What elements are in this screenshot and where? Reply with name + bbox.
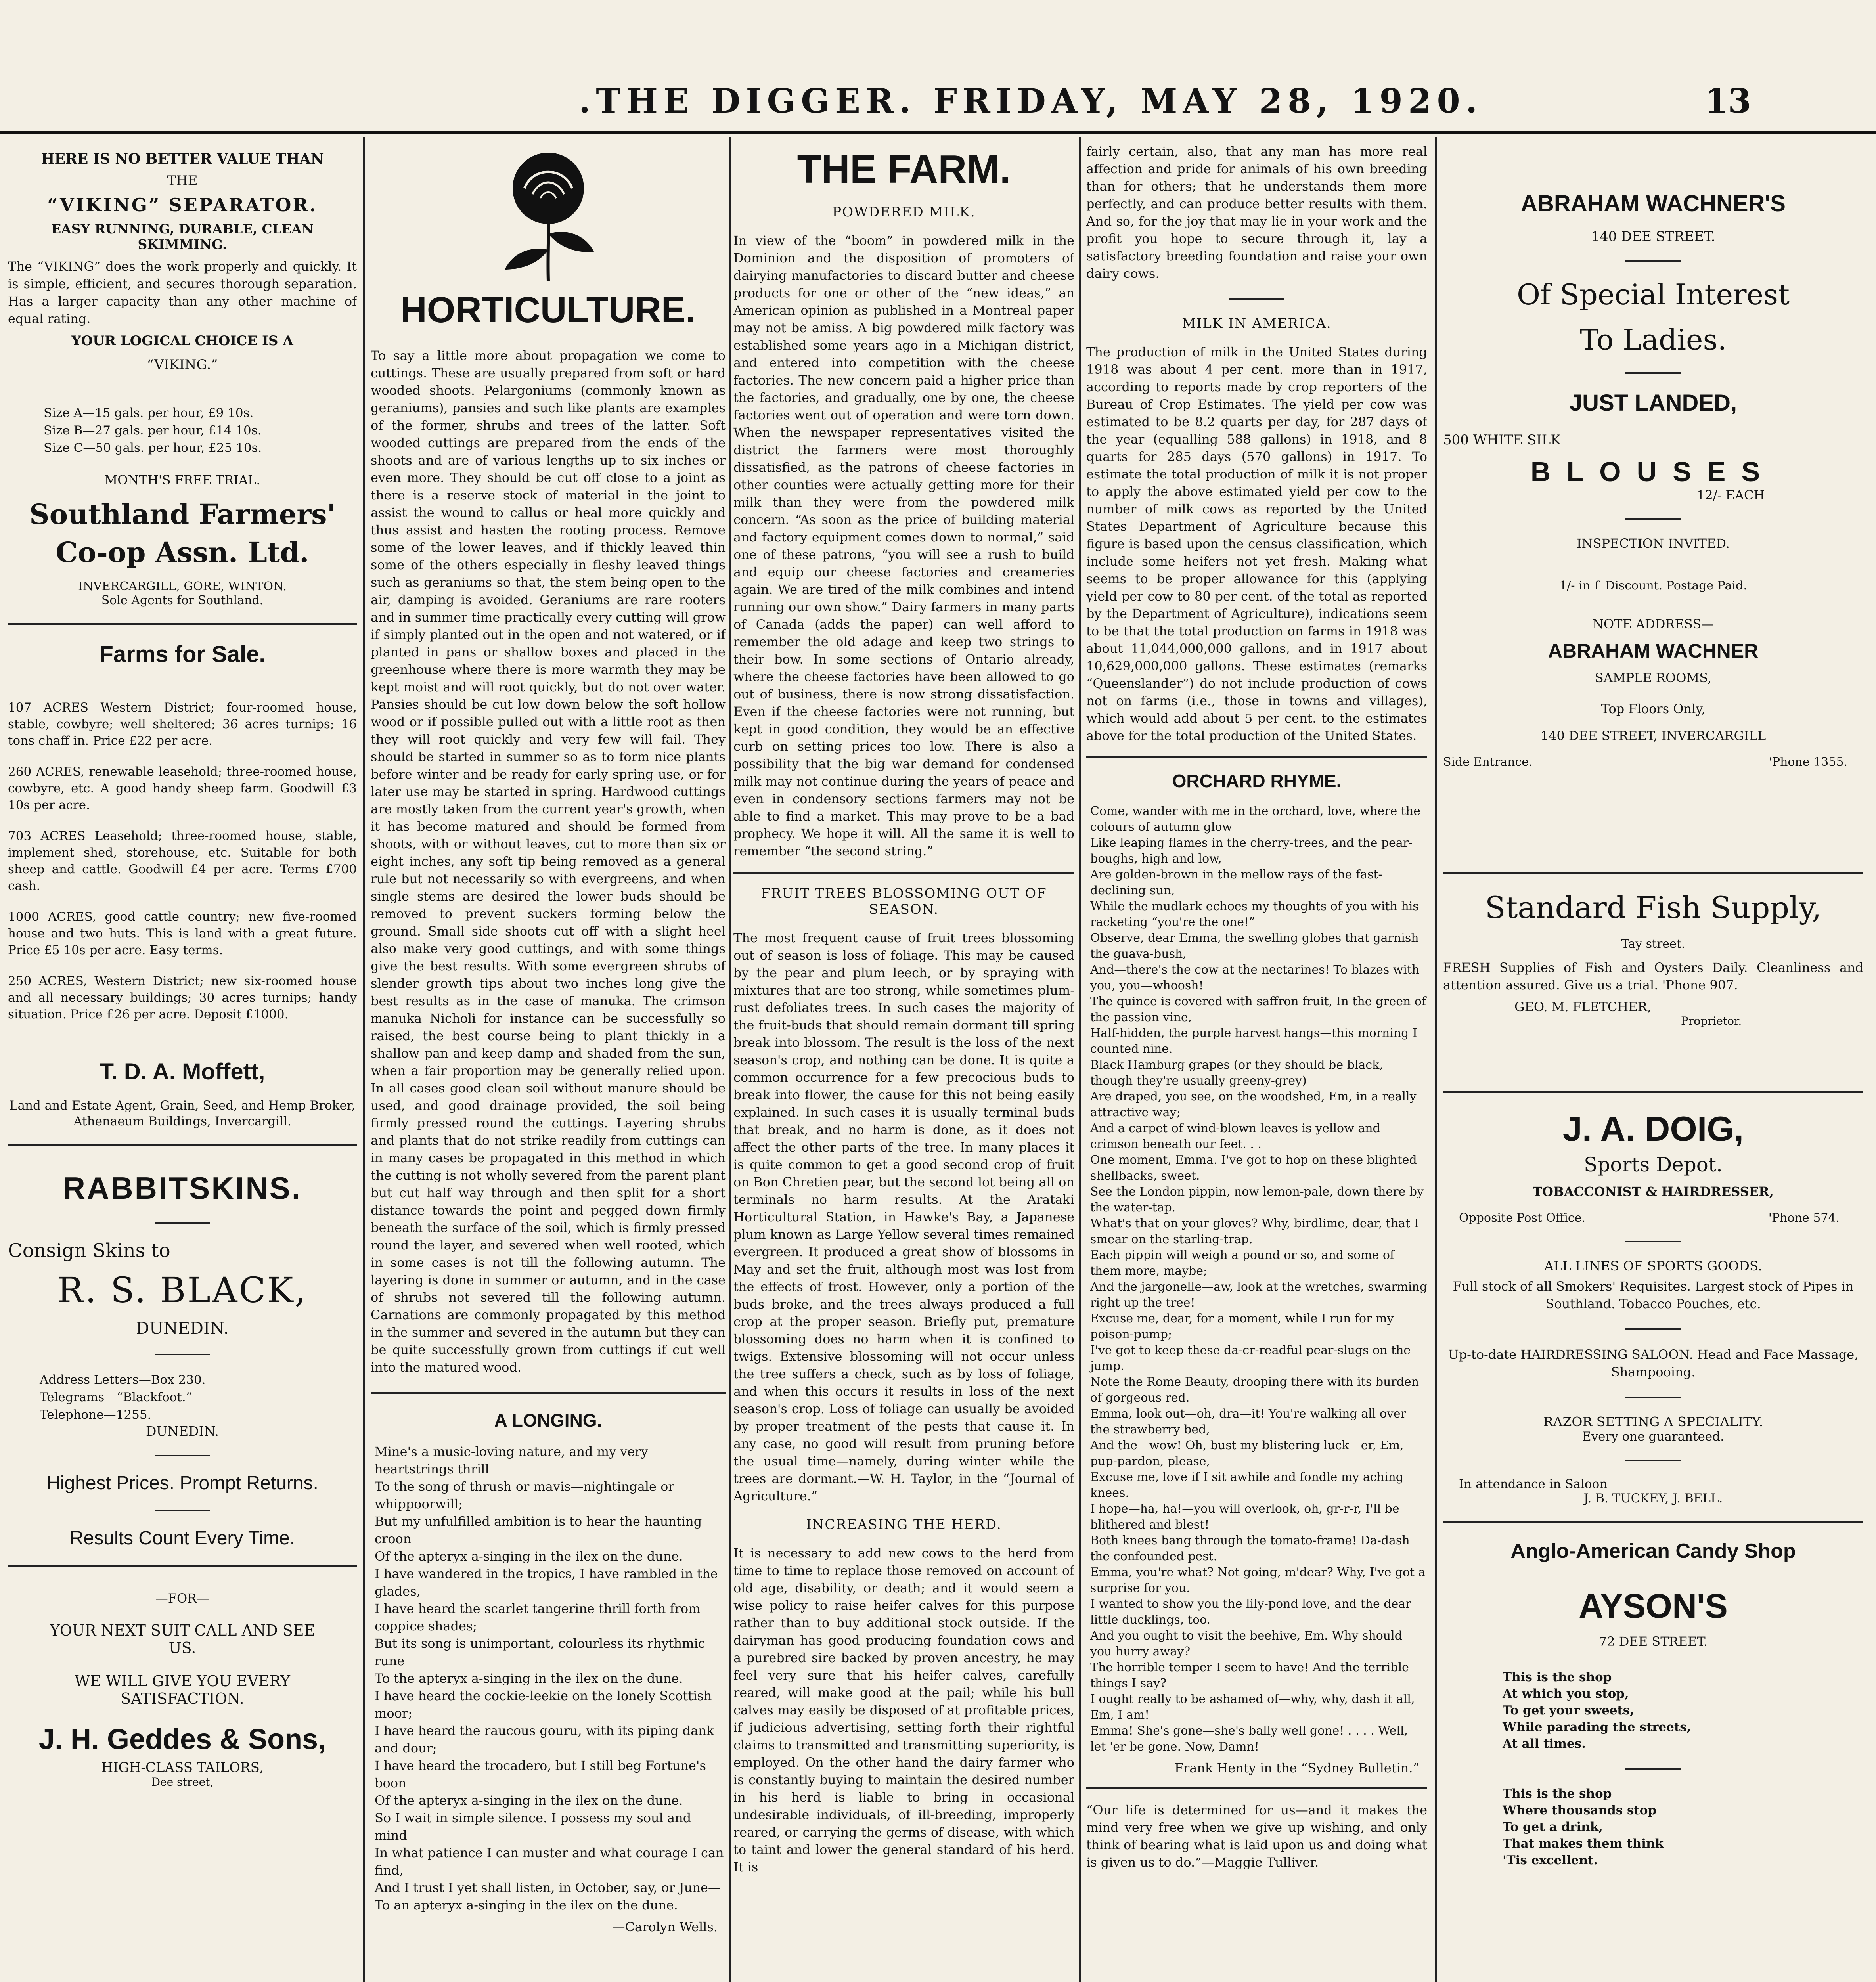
southland-company: Southland Farmers' Co-op Assn. Ltd. (29, 498, 335, 569)
horticulture-heading: HORTICULTURE. (400, 290, 696, 330)
doig-goods: ALL LINES OF SPORTS GOODS. (1544, 1258, 1762, 1274)
rabbitskins-telegrams: Telegrams—“Blackfoot.” (40, 1390, 192, 1404)
fish-street: Tay street. (1621, 937, 1685, 951)
wachner-blouses: BLOUSES (1530, 456, 1776, 487)
longing-title: A LONGING. (494, 1410, 602, 1431)
column-divider (1435, 137, 1437, 1982)
divider (1625, 1328, 1681, 1330)
fruit-trees-heading: FRUIT TREES BLOSSOMING OUT OF SEASON. (761, 886, 1047, 917)
divider (733, 872, 1074, 874)
milk-america-heading: MILK IN AMERICA. (1182, 316, 1332, 331)
viking-brand: “VIKING” SEPARATOR. (47, 194, 318, 216)
fish-owner: GEO. M. FLETCHER, (1514, 999, 1651, 1014)
doig-attendance: In attendance in Saloon— (1459, 1477, 1620, 1491)
farms-heading: Farms for Sale. (99, 641, 266, 667)
moffett-name: T. D. A. Moffett, (100, 1059, 265, 1085)
wachner-headline2: To Ladies. (1579, 323, 1727, 356)
fruit-trees-article: The most frequent cause of fruit trees blossoming out of season is loss of foliage. This may be caused by the pear and plum leech, or by spraying with mixtures that are too strong, while sometimes plum-rust defoliates trees. In such cases the majority of the fruit-buds that should remain dormant till spring break into blossom. The result is the loss of the next season's crop, and nothing can be done. It is quite a common occurrence for a few precocious buds to break into flower, the cause for this not being easily explained. In such cases it is usually terminal buds that break, and no harm is done, as it does not affect the other parts of the tree. In many places it is quite common to get a good second crop of fruit on Bon Chretien pear, but the second lot being all on terminals no harm results. At the Arataki Horticultural Station, in Hawke's Bay, a Japanese plum known as Large Yellow several times remained evergreen. It produced a great show of blossoms in May and set the fruit, although most was lost from the effects of frost. However, only a portion of the buds broke, and the trees always produced a full crop at the proper season. Briefly put, premature blossoming does no harm when it is confined to twigs. Extensive blossoming will not occur unless the tree suffers a check, such as by loss of foliage, and when this occurs it results in loss of the next season's crop. Loss of foliage can usually be avoided by proper treatment of the pests that cause it. In any case, no good will result from pruning before the usual time—namely, during winter while the trees are dormant.—W. H. Taylor, in the “Journal of Agriculture.” (733, 930, 1074, 1504)
powdered-milk-article: In view of the “boom” in powdered milk in the Dominion and the disposition of promoters of dairying manufactories to discard butter and cheese products for one or other of the “new ideas,” an American opinion as published in a Montreal paper may not be amiss. A big powdered milk factory was established some years ago in a Michigan district, and entered into competition with the cheese factories. The new concern paid a higher price than the factories, and gradually, one by one, the cheese factories went out of operation and were torn down. When the newspaper representatives visited the district the farmers were most thoroughly dissatisfied, as the patrons of cheese factories in other counties were actually getting more for their milk than they were from the powdered milk concern. “As soon as the price of building material and factory equipment comes down to normal,” said one of these patrons, “you will see a rush to build and equip our cheese factories and creameries again. We are tired of the milk combines and intend running our own show.” Dairy farmers in many parts of Canada (adds the paper) can well afford to remember the old adage and keep two strings to their bow. In some sections of Ontario already, where the cheese factories have been allowed to go out of business, there is now strong dissatisfaction. Even if the cheese factories were not running, but kept in good condition, they would be an effective curb on setting prices too low. There is also a possibility that the big war demand for condensed milk may not continue during the years of peace and even in condensory sections farmers may not be able to find a market. This may prove to be a bad prophecy. We hope it will. All the same it is well to remember “the second string.” (733, 233, 1074, 859)
column-4 (1086, 143, 1427, 1982)
orchard-rhyme-poem: Come, wander with me in the orchard, love, where the colours of autumn glow Like leaping flames in the cherry-trees, and the pear-boughs, high and low, Are golden-brown in the mellow rays of the fast-declining sun, While the mudlark echoes my thoughts of you with his racketing “you're the one!” Observe, dear Emma, the swelling globes that garnish the guava-bush, And—there's the cow at the nectarines! To blazes with you, you—whoosh! The quince is covered with saffron fruit, In the green of the passion vine, Half-hidden, the purple harvest hangs—this morning I counted nine. Black Hamburg grapes (or they should be black, though they're usually greeny-grey) Are draped, you see, on the woodshed, Em, in a really attractive way; And a carpet of wind-blown leaves is yellow and crimson beneath our feet. . . One moment, Emma. I've got to hop on these blighted shellbacks, sweet. See the London pippin, now lemon-pale, down there by the water-tap. What's that on your gloves? Why, birdlime, dear, that I smear on the starling-trap. Each pippin will weigh a pound or so, and some of them more, maybe; And the jargonelle—aw, look at the wretches, swarming right up the tree! Excuse me, dear, for a moment, while I run for my poison-pump; I've got to keep these da-cr-readful pear-slugs on the jump. Note the Rome Beauty, drooping there with its burden of gorgeous red. Emma, look out—oh, dra—it! You're walking all over the strawberry bed, And the—wow! Oh, bust my blistering luck—er, Em, pup-pardon, please, Excuse me, love if I sit awhile and fondle my aching knees. I hope—ha, ha!—you will overlook, oh, gr-r-r, I'll be blithered and blest! Both knees bang through the tomato-frame! Da-dash the confounded pest. Emma, you're what? Not going, m'dear? Why, I've got a surprise for you. I wanted to show you the lily-pond love, and the dear little ducklings, too. And you ought to visit the beehive, Em. Why should you hurry away? The horrible temper I seem to have! And the terrible things I say? I ought really to be ashamed of—why, why, dash it all, Em, I am! Emma! She's gone—she's bally well gone! . . . . Well, let 'er be gone. Now, Damn! (1090, 804, 1427, 1754)
column-divider (363, 137, 365, 1982)
farm-listing: 107 ACRES Western District; four-roomed house, stable, cowbyre; well sheltered; 36 acres turnips; 16 tons chaff in. Price £22 per acre. (8, 700, 357, 748)
geddes-suit: YOUR NEXT SUIT CALL AND SEE US. (50, 1622, 315, 1657)
doig-name: J. A. DOIG, (1562, 1109, 1744, 1148)
southland-towns: INVERCARGILL, GORE, WINTON. (78, 580, 287, 593)
viking-choice2: “VIKING.” (147, 357, 218, 373)
doig-phone: 'Phone 574. (1768, 1211, 1840, 1225)
maggie-tulliver-quote: “Our life is determined for us—and it makes the mind very free when we give up wishing, and only think of bearing what is laid upon us and doing what is given us to do.”—Maggie Tulliver. (1086, 1802, 1427, 1870)
orchard-rhyme-title: ORCHARD RHYME. (1172, 771, 1342, 791)
divider (1625, 1397, 1681, 1398)
divider (8, 1144, 357, 1146)
rabbitskins-results: Results Count Every Time. (69, 1528, 295, 1549)
divider (1443, 872, 1863, 874)
rabbitskins-city: DUNEDIN. (136, 1318, 229, 1338)
fish-title: Proprietor. (1681, 1014, 1742, 1027)
candy-verse1: This is the shop At which you stop, To get your sweets, While parading the streets, At all times. (1503, 1670, 1691, 1751)
column-5 (1443, 143, 1863, 1982)
wachner-inspection: INSPECTION INVITED. (1576, 536, 1730, 551)
geddes-ad (8, 1591, 357, 1789)
wachner-landed: JUST LANDED, (1569, 390, 1737, 416)
rabbitskins-name: R. S. BLACK, (57, 1270, 308, 1310)
orchard-rhyme-author: Frank Henty in the “Sydney Bulletin.” (1174, 1760, 1419, 1775)
geddes-name: J. H. Geddes & Sons, (38, 1724, 326, 1755)
divider (1086, 756, 1427, 758)
divider (155, 1222, 210, 1224)
horticulture-article: To say a little more about propagation we come to cuttings. These are usually prepared from soft or hard wooded shoots. Pelargoniums (commonly known as geraniums), pansies and such like plants are examples of the former, shrubs and trees of the latter. Soft wooded cuttings are prepared from the ends of the shoots and are of various lengths up to six inches or even more. They should be cut off close to a joint as there is a reserve stock of material in the joint to assist the wound to callus or heal more quickly and thus assist and hasten the rooting process. Remove some of the lower leaves, and if thickly leaved thin some of the others especially in fleshy leaved things such as geraniums so that, the stem being open to the air, damping is avoided. Geraniums are rare rooters and in summer time practically every cutting will grow if simply planted out in the open and not watered, or if planted in pans or shallow boxes and placed in the greenhouse where there is more warmth they may be kept moist and will root quickly, but do not over water. Pansies should be cut low down below the soft hollow wood or if possible pulled out with a little root as then they will root quickly and very few will fail. They should be started in summer so as to form nice plants before winter and be ready for early spring use, or for later use may be started in spring. Hardwood cuttings are mostly taken from the current year's growth, when it has become matured and should be formed from shoots, with or without leaves, cut to more than six or eight inches, any soft tip being removed as a general rule but not necessarily so with evergreens, and when single stems are desired the lower buds should be removed to prevent suckers forming below the ground. Small side shoots cut off with a slight heel also make very good cuttings, and with some things give the best results. With some evergreen shrubs of slender growth tips about two inches long give the best results as in the case of manuka. The crimson manuka Nicholi for instance can be successfully so raised, the best course being to plant thickly in a shallow pan and keep damp and shaded from the sun, when a fair proportion may be generally relied upon. In all cases good clean soil without manure should be used, and good drainage provided, the soil being firmly pressed round the cuttings. Layering shrubs and plants that do not strike readily from cuttings can in many cases be propagated in this method in which the cutting is not wholly severed from the parent plant but cut half way through and then split for a short distance towards the point and pegged down firmly beneath the surface of the soil, which is firmly pressed round the layer, and severed when well rooted, which in some cases is not till the following autumn. The layering is done in summer or autumn, and in the case of shrubs not severed till the following autumn. Carnations are commonly propagated by this method in the summer and severed in the autumn but they can be quite successfully grown from cuttings if cut well into the matured wood. (371, 348, 726, 1375)
milk-america-article: The production of milk in the United States during 1918 was about 4 per cent. more than in 1917, according to reports made by crop reporters of the Bureau of Crop Estimates. The yield per cow was estimated to be 8.2 quarts per day, for 287 days of the year (equalling 588 gallons) in 1918, and 8 quarts for 285 days (570 gallons) in 1917. To estimate the total production of milk it is not proper to apply the above estimated yield per cow to the number of milk cows as reported by the United States Department of Agriculture because this figure is based upon the census classification, which include some heifers not yet fresh. Making what seems to be proper allowance for this (applying yield per cow to 80 per cent. of the total as reported by the Department of Agriculture), indications seem to be that the total production on farms in 1918 was about 11,044,000,000 gallons, and in 1917 about 10,629,000,000 gallons. These estimates (remarks “Queenslander”) do not include production of cows not on farms (i.e., those in towns and villages), which would add about 5 per cent. to the estimates above for the total production of the United States. (1086, 344, 1427, 743)
viking-body: The “VIKING” does the work properly and quickly. It is simple, efficient, and secures thorough separation. Has a larger capacity than any other machine of equal rating. (8, 259, 357, 326)
viking-size: Size B—27 gals. per hour, £14 10s. (44, 423, 262, 438)
wachner-floors: Top Floors Only, (1601, 701, 1706, 716)
divider (1625, 260, 1681, 262)
southland-agents: Sole Agents for Southland. (101, 593, 264, 607)
increasing-herd-heading: INCREASING THE HERD. (806, 1517, 1002, 1532)
farm-listing: 260 ACRES, renewable leasehold; three-roomed house, cowbyre, etc. A good handy sheep farm. Goodwill £3 10s per acre. (8, 765, 357, 812)
fish-supply-ad (1443, 890, 1863, 1027)
rabbitskins-city2: DUNEDIN. (146, 1423, 219, 1439)
rabbitskins-prices: Highest Prices. Prompt Returns. (46, 1473, 318, 1494)
doig-guaranteed: Every one guaranteed. (1582, 1429, 1724, 1444)
divider (8, 1565, 357, 1567)
viking-line1: HERE IS NO BETTER VALUE THAN (41, 151, 324, 167)
farm-listing: 1000 ACRES, good cattle country; new five-roomed house and two huts. This is land with a great future. Price £5 10s per acre. Easy terms. (8, 910, 357, 957)
viking-size: Size C—50 gals. per hour, £25 10s. (44, 441, 262, 455)
viking-trial: MONTH'S FREE TRIAL. (104, 473, 260, 488)
column-2 (371, 143, 726, 1982)
divider (1625, 518, 1681, 520)
increasing-herd-article: It is necessary to add new cows to the herd from time to time to replace those removed on account of old age, disability, or death; and it would seem a wise policy to raise heifer calves for this purpose rather than to buy additional stock outside. If the dairyman has good producing foundation cows and a purebred sire backed by proven ancestry, he may feel very sure that his heifer calves, carefully reared, will make good at the pail; while his bull calves may easily be disposed of at profitable prices, if judicious advertising, setting forth their rightful claims to transmitted and transmitting superiority, is employed. On the other hand the dairy farmer who is constantly buying to maintain the desired number in his herd is liable to bring in occasional undesirable individuals, of ill-breeding, improperly reared, or carrying the germs of disease, with which to taint and lower the general standard of his herd. It is (733, 1546, 1074, 1875)
viking-size: Size A—15 gals. per hour, £9 10s. (44, 406, 254, 420)
doig-address: Opposite Post Office. (1459, 1211, 1586, 1225)
moffett-desc: Land and Estate Agent, Grain, Seed, and Hemp Broker, (9, 1098, 356, 1113)
candy-shop-ad (1443, 1539, 1863, 1869)
rabbitskins-letters: Address Letters—Box 230. (40, 1373, 206, 1387)
moffett-address: Athenaeum Buildings, Invercargill. (73, 1114, 291, 1129)
wachner-ad (1443, 190, 1863, 769)
candy-verse2: This is the shop Where thousands stop To get a drink, That makes them think 'Tis excellent. (1503, 1787, 1664, 1867)
column-1 (8, 143, 357, 1982)
divider (1625, 1768, 1681, 1770)
masthead (0, 0, 1876, 121)
wachner-price: 12/- EACH (1697, 488, 1765, 503)
doig-trade: TOBACCONIST & HAIRDRESSER, (1533, 1184, 1774, 1199)
divider (371, 1392, 726, 1394)
column-divider (729, 137, 731, 1982)
farm-heading: THE FARM. (797, 147, 1011, 191)
viking-line3: EASY RUNNING, DURABLE, CLEAN SKIMMING. (51, 221, 314, 252)
rabbitskins-heading: RABBITSKINS. (63, 1171, 302, 1205)
rabbitskins-ad (8, 1170, 357, 1549)
wachner-note: NOTE ADDRESS— (1592, 616, 1714, 631)
geddes-for: —FOR— (155, 1591, 210, 1606)
wachner-street: 140 DEE STREET, INVERCARGILL (1540, 728, 1766, 743)
wachner-name: ABRAHAM WACHNER'S (1521, 191, 1786, 216)
divider (155, 1455, 210, 1456)
divider (1625, 1241, 1681, 1242)
wachner-phone: 'Phone 1355. (1769, 755, 1847, 769)
viking-line2: THE (167, 173, 198, 189)
candy-heading: Anglo-American Candy Shop (1510, 1540, 1796, 1563)
rabbitskins-consign: Consign Skins to (8, 1240, 170, 1262)
masthead-rule (0, 131, 1876, 134)
divider (155, 1510, 210, 1511)
divider (155, 1354, 210, 1355)
doig-saloon: Up-to-date HAIRDRESSING SALOON. Head and Face Massage, Shampooing. (1448, 1347, 1859, 1379)
column-divider (1079, 137, 1081, 1982)
geddes-street: Dee street, (151, 1775, 214, 1789)
divider (1443, 1091, 1863, 1093)
divider (1443, 1521, 1863, 1523)
divider (1229, 298, 1284, 300)
candy-street: 72 DEE STREET. (1598, 1634, 1708, 1649)
rabbitskins-telephone: Telephone—1255. (40, 1408, 151, 1422)
masthead-title: .THE DIGGER. FRIDAY, MAY 28, 1920. (579, 81, 1483, 121)
page-number: 13 (1705, 81, 1751, 121)
fish-name: Standard Fish Supply, (1485, 890, 1822, 925)
farm-listing: 250 ACRES, Western District; new six-roomed house and all necessary buildings; 30 acres turnips; handy situation. Price £26 per acre. Deposit £1000. (8, 974, 357, 1022)
geddes-give: WE WILL GIVE YOU EVERY SATISFACTION. (75, 1672, 290, 1707)
doig-stock: Full stock of all Smokers' Requisites. Largest stock of Pipes in Southland. Tobacco Pouches, etc. (1453, 1279, 1854, 1311)
doig-depot: Sports Depot. (1584, 1153, 1723, 1176)
longing-poem: Mine's a music-loving nature, and my very heartstrings thrill To the song of thrush or mavis—nightingale or whippoorwill; But my unfulfilled ambition is to hear the haunting croon Of the apteryx a-singing in the ilex on the dune. I have wandered in the tropics, I have rambled in the glades, I have heard the scarlet tangerine thrill forth from coppice shades; But its song is unimportant, colourless its rhythmic rune To the apteryx a-singing in the ilex on the dune. I have heard the cockie-leekie on the lonely Scottish moor; I have heard the raucous gouru, with its piping dank and dour; I have heard the trocadero, but I still beg Fortune's boon Of the apteryx a-singing in the ilex on the dune. So I wait in simple silence. I possess my soul and mind In what patience I can muster and what courage I can find, And I trust I yet shall listen, in October, say, or June— To an apteryx a-singing in the ilex on the dune. (375, 1444, 724, 1913)
doig-ad (1443, 1109, 1863, 1506)
column-3 (733, 143, 1074, 1982)
farms-ad (8, 641, 357, 1129)
divider (1625, 372, 1681, 374)
farm-listing: 703 ACRES Leasehold; three-roomed house, stable, implement shed, storehouse, etc. Suitable for both sheep and cattle. Goodwill £4 per acre. Terms £700 cash. (8, 829, 357, 893)
divider (1086, 1787, 1427, 1789)
viking-ad (8, 151, 357, 607)
wachner-silk: 500 WHITE SILK (1443, 432, 1561, 448)
wachner-discount: 1/- in £ Discount. Postage Paid. (1559, 579, 1747, 593)
rose-icon (489, 151, 608, 281)
powdered-milk-heading: POWDERED MILK. (832, 204, 976, 220)
herd-article-continued: fairly certain, also, that any man has more real affection and pride for animals of his own breeding than for others; that he understands them more perfectly, and can produce better results with them. And so, for the joy that may lie in your work and the profit you hope to secure through it, lay a satisfactory breeding foundation and raise your own dairy cows. (1086, 144, 1427, 281)
divider (1625, 1460, 1681, 1461)
candy-name: AYSON'S (1579, 1587, 1728, 1625)
doig-razor: RAZOR SETTING A SPECIALITY. (1543, 1414, 1763, 1429)
doig-staff: J. B. TUCKEY, J. BELL. (1583, 1491, 1723, 1506)
fish-body: FRESH Supplies of Fish and Oysters Daily. Cleanliness and attention assured. Give us a trial. 'Phone 907. (1443, 960, 1863, 993)
viking-choice: YOUR LOGICAL CHOICE IS A (71, 333, 293, 349)
divider (8, 623, 357, 625)
wachner-headline1: Of Special Interest (1516, 278, 1790, 311)
longing-author: —Carolyn Wells. (612, 1919, 718, 1934)
geddes-desc: HIGH-CLASS TAILORS, (101, 1760, 264, 1775)
wachner-rooms: SAMPLE ROOMS, (1595, 670, 1712, 685)
wachner-name2: ABRAHAM WACHNER (1548, 640, 1759, 662)
wachner-address: 140 DEE STREET. (1591, 229, 1715, 245)
wachner-entrance: Side Entrance. (1443, 755, 1533, 769)
